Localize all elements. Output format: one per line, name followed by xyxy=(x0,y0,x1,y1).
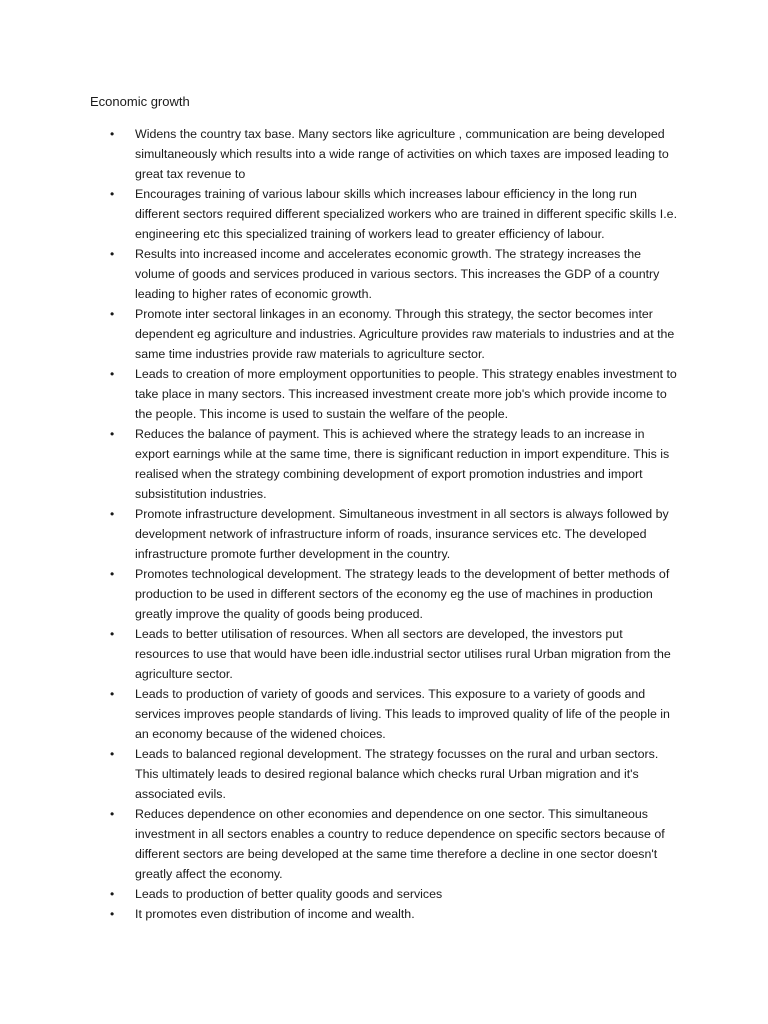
bullet-icon: • xyxy=(110,507,115,521)
bullet-icon: • xyxy=(110,307,115,321)
list-item-text: Leads to balanced regional development. The strategy focusses on the rural and urban sectors. This ultimately leads to desired regional balance which checks rural Urban migration and it's associated evils. xyxy=(135,747,659,801)
list-item-text: Results into increased income and accelerates economic growth. The strategy increases the volume of goods and services produced in various sectors. This increases the GDP of a country leading to higher rates of economic growth. xyxy=(135,247,660,301)
bullet-icon: • xyxy=(110,807,115,821)
list-item-text: It promotes even distribution of income and wealth. xyxy=(135,907,415,921)
list-item xyxy=(0,744,768,804)
list-item-text: Promotes technological development. The strategy leads to the development of better methods of production to be used in different sectors of the economy eg the use of machines in production greatly improve the quality of goods being produced. xyxy=(135,567,670,621)
bullet-list xyxy=(0,124,768,924)
bullet-icon: • xyxy=(110,567,115,581)
list-item xyxy=(0,184,768,244)
list-item xyxy=(0,244,768,304)
bullet-icon: • xyxy=(110,747,115,761)
list-item-text: Promote inter sectoral linkages in an economy. Through this strategy, the sector becomes inter dependent eg agriculture and industries. Agriculture provides raw materials to industries and at the same time industries provide raw materials to agriculture sector. xyxy=(135,307,675,361)
bullet-icon: • xyxy=(110,427,115,441)
list-item xyxy=(0,124,768,184)
list-item xyxy=(0,304,768,364)
bullet-icon: • xyxy=(110,627,115,641)
bullet-icon: • xyxy=(110,127,115,141)
list-item xyxy=(0,804,768,884)
list-item-text: Leads to production of variety of goods and services. This exposure to a variety of goods and services improves people standards of living. This leads to improved quality of life of the people in an economy because of the widened choices. xyxy=(135,687,670,741)
bullet-icon: • xyxy=(110,367,115,381)
list-item xyxy=(0,884,768,904)
list-item-text: Promote infrastructure development. Simultaneous investment in all sectors is always followed by development network of infrastructure inform of roads, insurance services etc. The developed infrastructure promote further development in the country. xyxy=(135,507,669,561)
list-item-text: Leads to creation of more employment opportunities to people. This strategy enables investment to take place in many sectors. This increased investment create more job's which provide income to the people. This income is used to sustain the welfare of the people. xyxy=(135,367,677,421)
list-item xyxy=(0,364,768,424)
list-item-text: Reduces the balance of payment. This is achieved where the strategy leads to an increase in export earnings while at the same time, there is significant reduction in import expenditure. This is realised when the strategy combining development of export promotion industries and import subsistitution industries. xyxy=(135,427,670,501)
list-item-text: Reduces dependence on other economies and dependence on one sector. This simultaneous investment in all sectors enables a country to reduce dependence on specific sectors because of different sectors are being developed at the same time therefore a decline in one sector doesn't greatly affect the economy. xyxy=(135,807,665,881)
document-title: Economic growth xyxy=(90,94,190,109)
list-item-text: Leads to production of better quality goods and services xyxy=(135,887,443,901)
bullet-icon: • xyxy=(110,907,115,921)
list-item-text: Leads to better utilisation of resources. When all sectors are developed, the investors put resources to use that would have been idle.industrial sector utilises rural Urban migration from the agriculture sector. xyxy=(135,627,671,681)
list-item-text: Widens the country tax base. Many sectors like agriculture , communication are being developed simultaneously which results into a wide range of activities on which taxes are imposed leading to great tax revenue to xyxy=(135,127,669,181)
list-item-text: Encourages training of various labour skills which increases labour efficiency in the long run different sectors required different specialized workers who are trained in different specific skills I.e. engineering etc this specialized training of workers lead to greater efficiency of labour. xyxy=(135,187,678,241)
list-item xyxy=(0,564,768,624)
list-item xyxy=(0,504,768,564)
list-item xyxy=(0,424,768,504)
list-item xyxy=(0,624,768,684)
list-item xyxy=(0,684,768,744)
bullet-icon: • xyxy=(110,247,115,261)
bullet-icon: • xyxy=(110,887,115,901)
list-item xyxy=(0,904,768,924)
bullet-icon: • xyxy=(110,187,115,201)
bullet-icon: • xyxy=(110,687,115,701)
